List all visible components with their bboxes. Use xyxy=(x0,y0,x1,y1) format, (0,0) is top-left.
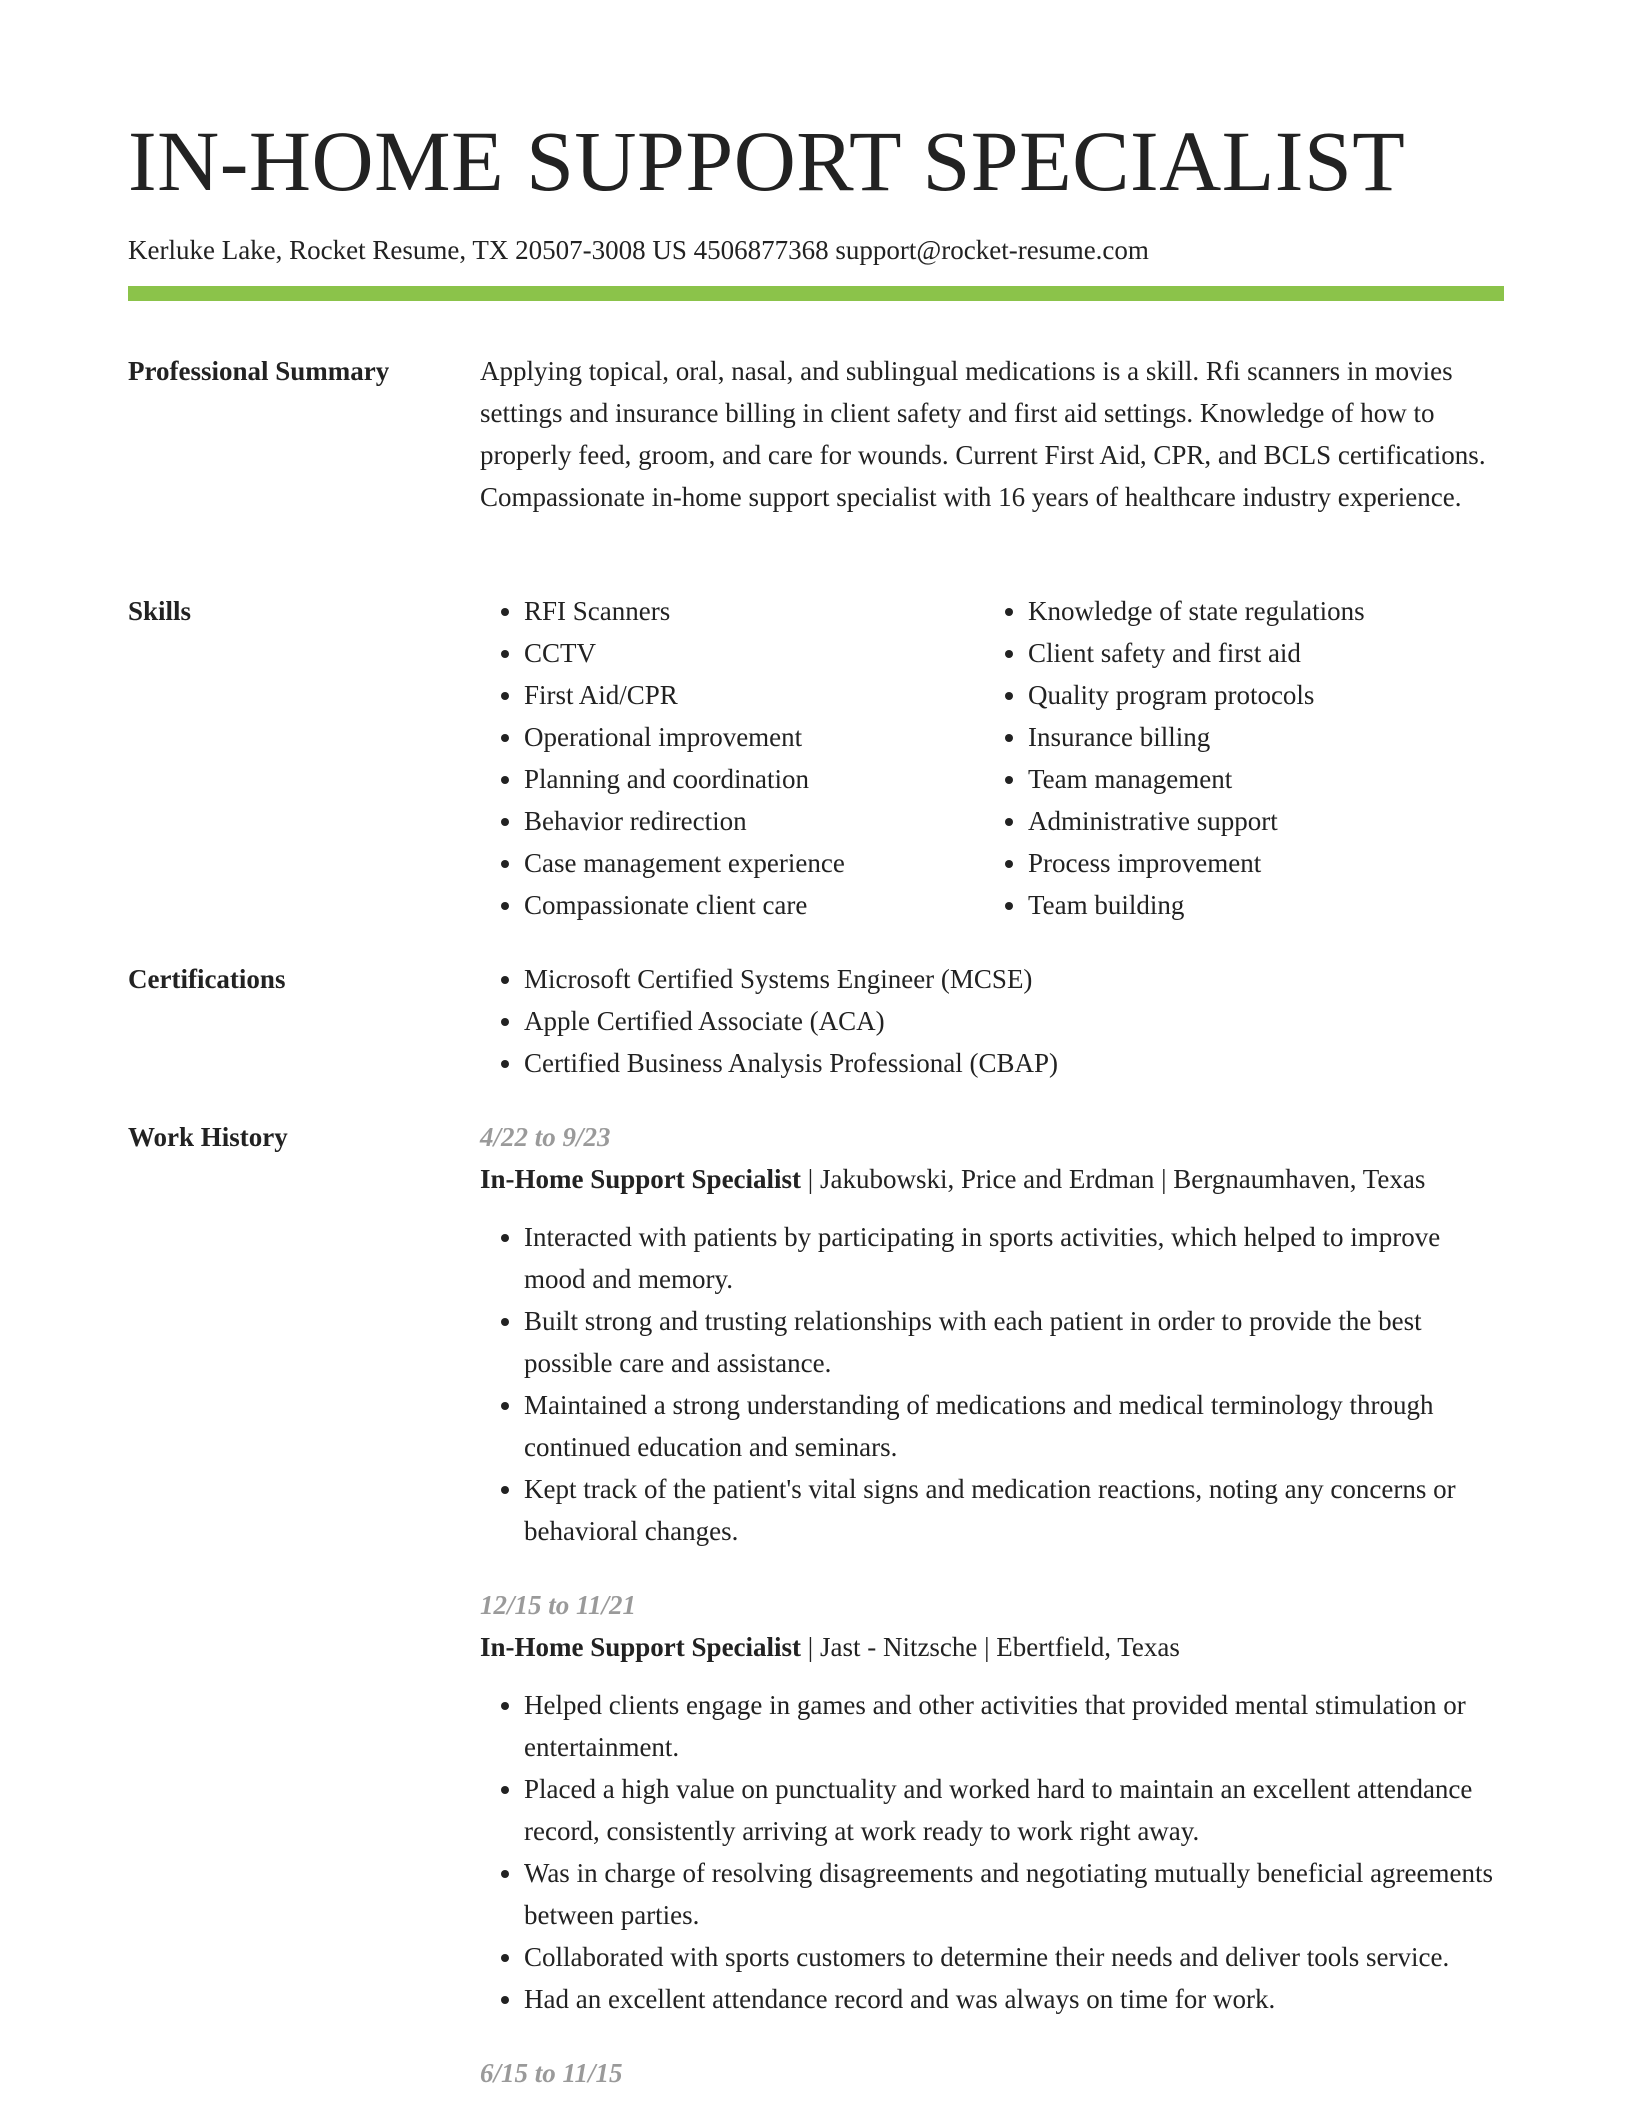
list-item: • RFI Scanners xyxy=(524,590,984,632)
job-dates: 12/15 to 11/21 xyxy=(480,1590,637,1620)
skills-list-left xyxy=(480,590,984,926)
list-item: • First Aid/CPR xyxy=(524,674,984,716)
list-item: • Maintained a strong understanding of medications and medical terminology through continued education and seminars. xyxy=(524,1384,1504,1468)
skills-list-right xyxy=(984,590,1488,926)
job-bullets xyxy=(480,1684,1504,2020)
contact-line: Kerluke Lake, Rocket Resume, TX 20507-3008 US 4506877368 support@rocket-resume.com xyxy=(128,235,1149,265)
list-item: • Was in charge of resolving disagreements and negotiating mutually beneficial agreements between parties. xyxy=(524,1852,1504,1936)
work-history-title: Work History xyxy=(128,1122,288,1152)
certifications-title: Certifications xyxy=(128,964,286,994)
job-entry xyxy=(480,1584,1504,2020)
list-item: • Case management experience xyxy=(524,842,984,884)
list-item: • Apple Certified Associate (ACA) xyxy=(524,1000,1504,1042)
list-item: • Built strong and trusting relationships with each patient in order to provide the best possible care and assistance. xyxy=(524,1300,1504,1384)
summary-title: Professional Summary xyxy=(128,356,390,386)
list-item: • Compassionate client care xyxy=(524,884,984,926)
list-item: • Client safety and first aid xyxy=(1028,632,1488,674)
job-bullets xyxy=(480,1216,1504,1552)
list-item: • CCTV xyxy=(524,632,984,674)
job-entry xyxy=(480,1116,1504,1552)
list-item: • Collaborated with sports customers to determine their needs and deliver tools service. xyxy=(524,1936,1504,1978)
list-item: • Interacted with patients by participating in sports activities, which helped to improve mood and memory. xyxy=(524,1216,1504,1300)
list-item: • Process improvement xyxy=(1028,842,1488,884)
job-heading xyxy=(480,1626,1504,1668)
list-item: • Insurance billing xyxy=(1028,716,1488,758)
list-item: • Quality program protocols xyxy=(1028,674,1488,716)
list-item: • Helped clients engage in games and other activities that provided mental stimulation or entertainment. xyxy=(524,1684,1504,1768)
list-item: • Behavior redirection xyxy=(524,800,984,842)
job-role: In-Home Support Specialist xyxy=(480,1164,802,1194)
list-item: • Kept track of the patient's vital signs and medication reactions, noting any concerns or behavioral changes. xyxy=(524,1468,1504,1552)
list-item: • Microsoft Certified Systems Engineer (MCSE) xyxy=(524,958,1504,1000)
list-item: • Administrative support xyxy=(1028,800,1488,842)
list-item: • Knowledge of state regulations xyxy=(1028,590,1488,632)
list-item: • Certified Business Analysis Professional (CBAP) xyxy=(524,1042,1504,1084)
job-details: | Jakubowski, Price and Erdman | Bergnaumhaven, Texas xyxy=(801,1164,1426,1194)
summary-text: Applying topical, oral, nasal, and sublingual medications is a skill. Rfi scanners in movies settings and insurance billing in client safety and first aid settings. Knowledge of how to properly feed, groom, and care for wounds. Current First Aid, CPR, and BCLS certifications. Compassionate in-home support specialist with 16 years of healthcare industry experience. xyxy=(480,356,1486,512)
job-dates: 6/15 to 11/15 xyxy=(480,2058,623,2088)
job-entry xyxy=(480,2052,1504,2094)
certifications-list xyxy=(480,958,1504,1084)
list-item: • Team building xyxy=(1028,884,1488,926)
list-item: • Planning and coordination xyxy=(524,758,984,800)
list-item: • Placed a high value on punctuality and worked hard to maintain an excellent attendance record, consistently arriving at work ready to work right away. xyxy=(524,1768,1504,1852)
skills-title: Skills xyxy=(128,596,192,626)
job-heading xyxy=(480,1158,1504,1200)
resume-name: IN-HOME SUPPORT SPECIALIST xyxy=(128,113,1406,209)
job-dates: 4/22 to 9/23 xyxy=(480,1122,611,1152)
job-details: | Jast - Nitzsche | Ebertfield, Texas xyxy=(801,1632,1180,1662)
resume-page xyxy=(128,0,1504,2112)
list-item: • Team management xyxy=(1028,758,1488,800)
list-item: • Had an excellent attendance record and was always on time for work. xyxy=(524,1978,1504,2020)
job-role: In-Home Support Specialist xyxy=(480,1632,802,1662)
list-item: • Operational improvement xyxy=(524,716,984,758)
accent-divider xyxy=(128,286,1504,301)
